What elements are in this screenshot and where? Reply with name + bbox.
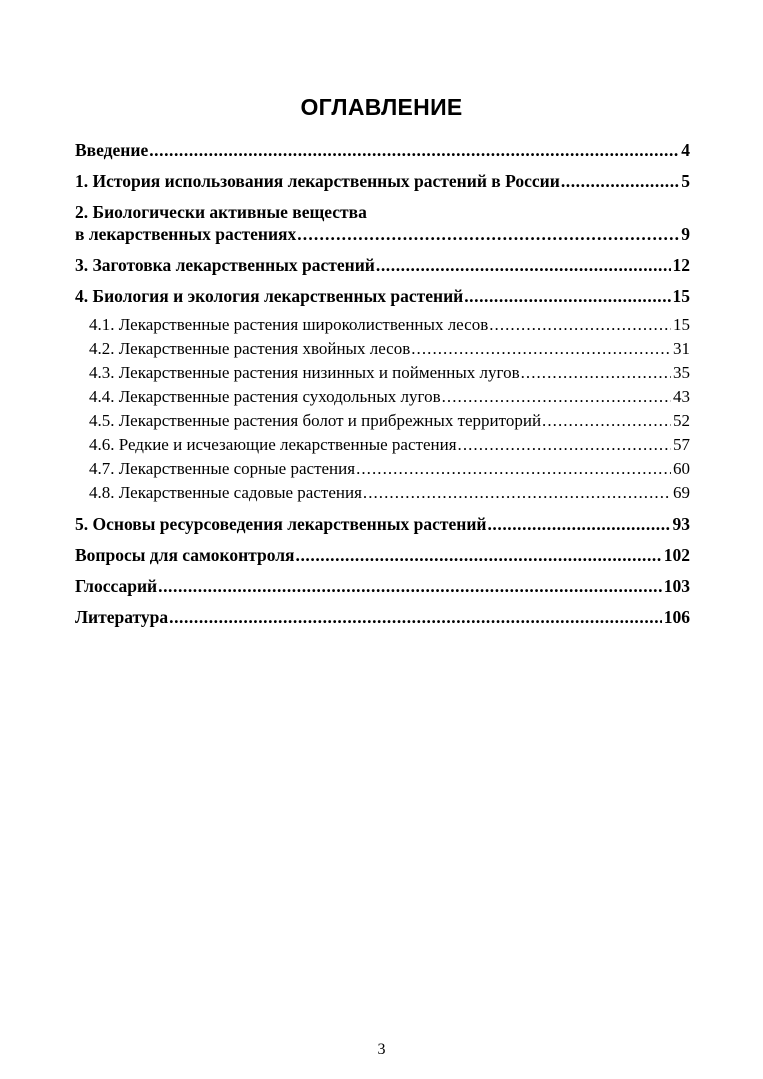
dot-leader bbox=[169, 606, 662, 628]
dot-leader bbox=[149, 139, 679, 161]
toc-entry-chapter-3 bbox=[75, 254, 690, 276]
dot-leader bbox=[356, 457, 671, 481]
table-of-contents bbox=[75, 139, 690, 637]
toc-entry-label: 3. Заготовка лекарственных растений bbox=[75, 255, 375, 275]
dot-leader bbox=[489, 313, 671, 337]
dot-leader bbox=[296, 544, 662, 566]
toc-entry-page: 57 bbox=[673, 435, 690, 454]
toc-subsection-4-1 bbox=[89, 313, 690, 337]
toc-entry-chapter-5 bbox=[75, 513, 690, 535]
toc-entry-label: 4.6. Редкие и исчезающие лекарственные растения bbox=[89, 435, 457, 454]
dot-leader bbox=[487, 513, 670, 535]
toc-subsection-4-8 bbox=[89, 481, 690, 505]
toc-entry-label: 4.7. Лекарственные сорные растения bbox=[89, 459, 356, 478]
toc-entry-glossary bbox=[75, 575, 690, 597]
dot-leader bbox=[411, 337, 671, 361]
toc-entry-page: 43 bbox=[673, 387, 690, 406]
toc-entry-page: 106 bbox=[663, 607, 690, 627]
dot-leader bbox=[458, 433, 671, 457]
toc-entry-page: 15 bbox=[672, 286, 690, 306]
toc-entry-label: Вопросы для самоконтроля bbox=[75, 545, 295, 565]
toc-entry-page: 35 bbox=[673, 363, 690, 382]
toc-entry-label: 4.3. Лекарственные растения низинных и пойменных лугов bbox=[89, 363, 520, 382]
toc-entry-page: 102 bbox=[663, 545, 690, 565]
toc-entry-label-line-1: 2. Биологически активные вещества bbox=[75, 202, 367, 222]
toc-entry-label: 4.8. Лекарственные садовые растения bbox=[89, 483, 362, 502]
dot-leader bbox=[464, 285, 670, 307]
toc-subsection-4-5 bbox=[89, 409, 690, 433]
toc-entry-introduction bbox=[75, 139, 690, 161]
dot-leader bbox=[158, 575, 662, 597]
toc-subsection-4-6 bbox=[89, 433, 690, 457]
toc-entry-label: Глоссарий bbox=[75, 576, 158, 596]
toc-entry-label: 1. История использования лекарственных растений в России bbox=[75, 171, 560, 191]
toc-entry-page: 31 bbox=[673, 339, 690, 358]
dot-leader bbox=[521, 361, 671, 385]
toc-subsection-4-2 bbox=[89, 337, 690, 361]
toc-entry-questions bbox=[75, 544, 690, 566]
page-title: ОГЛАВЛЕНИЕ bbox=[300, 94, 463, 120]
toc-entry-page: 69 bbox=[673, 483, 690, 502]
toc-entry-label-line-2: в лекарственных растениях bbox=[75, 224, 297, 244]
toc-entry-page: 93 bbox=[672, 514, 690, 534]
toc-entry-label: 4. Биология и экология лекарственных растений bbox=[75, 286, 464, 306]
toc-subsection-4-4 bbox=[89, 385, 690, 409]
page-number: 3 bbox=[377, 1041, 386, 1058]
dot-leader bbox=[363, 481, 671, 505]
toc-subsection-4-3 bbox=[89, 361, 690, 385]
dot-leader bbox=[376, 254, 671, 276]
toc-entry-label: 4.5. Лекарственные растения болот и прибрежных территорий bbox=[89, 411, 542, 430]
toc-subsection-4-7 bbox=[89, 457, 690, 481]
toc-entry-chapter-4 bbox=[75, 285, 690, 307]
toc-entry-label: Литература bbox=[75, 607, 169, 627]
dot-leader bbox=[542, 409, 671, 433]
toc-entry-literature bbox=[75, 606, 690, 628]
dot-leader bbox=[561, 170, 679, 192]
dot-leader bbox=[442, 385, 671, 409]
toc-entry-line-2 bbox=[75, 223, 690, 245]
toc-entry-label: Введение bbox=[75, 140, 149, 160]
toc-entry-page: 103 bbox=[663, 576, 690, 596]
toc-entry-label: 4.4. Лекарственные растения суходольных лугов bbox=[89, 387, 441, 406]
toc-entry-page: 5 bbox=[681, 171, 690, 191]
toc-entry-page: 12 bbox=[672, 255, 690, 275]
toc-entry-page: 15 bbox=[673, 315, 690, 334]
toc-entry-label: 4.1. Лекарственные растения широколиственных лесов bbox=[89, 315, 489, 334]
toc-subsection-list bbox=[89, 313, 690, 505]
toc-entry-page: 52 bbox=[673, 411, 690, 430]
toc-entry-label: 5. Основы ресурсоведения лекарственных растений bbox=[75, 514, 487, 534]
toc-entry-page: 4 bbox=[681, 140, 690, 160]
dot-leader bbox=[297, 223, 679, 245]
toc-entry-chapter-2 bbox=[75, 201, 690, 245]
toc-entry-label: 4.2. Лекарственные растения хвойных лесов bbox=[89, 339, 411, 358]
toc-entry-chapter-1 bbox=[75, 170, 690, 192]
toc-entry-page: 9 bbox=[681, 224, 690, 244]
toc-entry-page: 60 bbox=[673, 459, 690, 478]
